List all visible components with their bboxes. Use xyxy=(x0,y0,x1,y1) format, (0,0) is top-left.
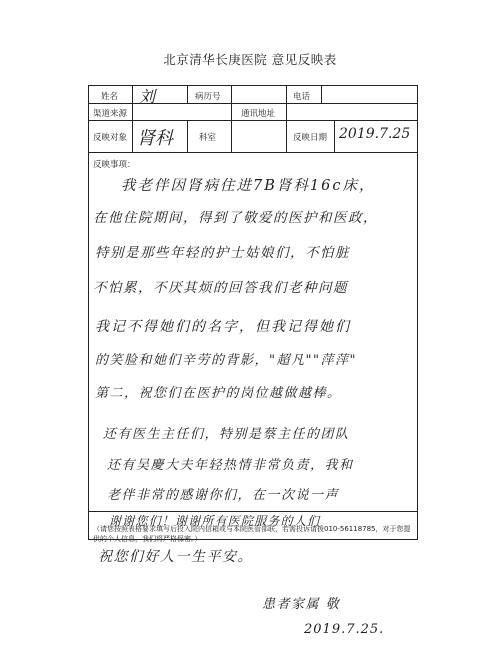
content-label: 反映事项： xyxy=(93,160,136,170)
col-divider xyxy=(231,103,232,120)
content-line: 第二，祝您们在医护的岗位越做越棒。 xyxy=(95,386,342,401)
col-divider xyxy=(286,120,287,152)
form-title: 北京清华长庚医院 意见反映表 xyxy=(163,52,337,67)
content-line: 特别是那些年轻的护士姑娘们，不怕脏 xyxy=(95,245,350,261)
date-label: 反映日期 xyxy=(293,133,328,143)
feedback-form-table xyxy=(88,85,418,543)
col-divider xyxy=(231,86,232,103)
content-line: 在他住院期间，得到了敬爱的医护和医政， xyxy=(93,210,378,226)
col-divider xyxy=(132,86,133,103)
col-divider xyxy=(132,103,133,120)
source-label: 渠道来源 xyxy=(93,109,128,119)
address-label: 通讯地址 xyxy=(241,109,276,119)
signer: 患者家属 敬 xyxy=(262,597,341,612)
col-divider xyxy=(321,86,322,103)
date-value: 2019.7.25 xyxy=(339,126,411,142)
closing-line: 祝您们好人一生平安。 xyxy=(98,549,253,565)
col-divider xyxy=(286,103,287,120)
name-label: 姓名 xyxy=(101,92,119,102)
content-line: 我老伴因肾病住进7B肾科16c床， xyxy=(121,178,376,194)
col-divider xyxy=(187,86,188,103)
content-line: 的笑脸和她们辛劳的背影，"超凡""萍萍" xyxy=(95,353,357,368)
content-line: 老伴非常的感谢你们，在一次说一声 xyxy=(107,488,340,503)
col-divider xyxy=(334,120,335,152)
content-line: 我记不得她们的名字，但我记得她们 xyxy=(95,319,351,335)
col-divider xyxy=(286,86,287,103)
content-line: 谢谢您们！谢谢所有医院服务的人们 xyxy=(109,514,321,528)
department-label: 科室 xyxy=(199,133,217,143)
col-divider xyxy=(231,120,232,152)
content-line: 还有医生主任们，特别是蔡主任的团队 xyxy=(103,427,350,442)
content-line: 不怕累，不厌其烦的回答我们老种问题 xyxy=(93,280,348,296)
signature-date: 2019.7.25. xyxy=(304,622,385,637)
col-divider xyxy=(187,120,188,152)
target-value: 肾科 xyxy=(137,128,173,149)
target-label: 反映对象 xyxy=(93,133,128,143)
row-divider xyxy=(89,152,417,153)
row-divider xyxy=(89,120,417,121)
content-line: 还有吴慶大夫年轻热情非常负责，我和 xyxy=(107,458,354,473)
record-no-label: 病历号 xyxy=(195,92,221,102)
col-divider xyxy=(132,120,133,152)
phone-label: 电话 xyxy=(293,92,311,102)
name-value: 刘 xyxy=(139,87,156,106)
form-footnote: （请您按照表格要求填写后投入院内信箱或与本院医管部联，若需投诉请拨010-56118785，对于您提供的个人信息，我们将严格保密。） xyxy=(93,525,411,543)
